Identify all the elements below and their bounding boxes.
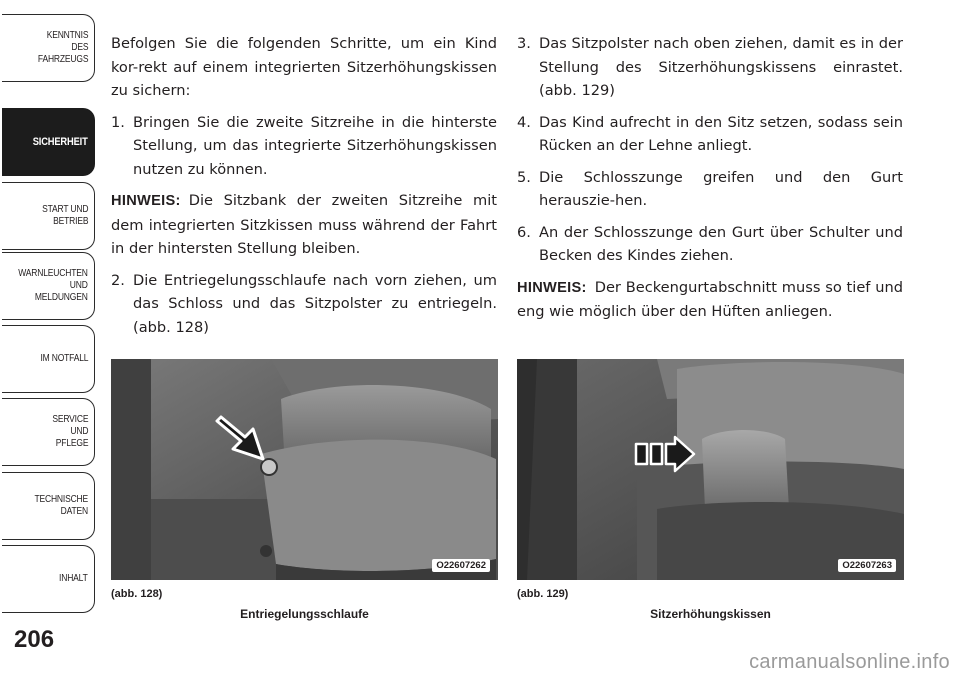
note-text: Die Sitzbank der zweiten Sitzreihe mit dem integrierten Sitzkissen muss während der Fahrt in der hintersten Stellung bleiben. — [111, 192, 497, 257]
figure-caption: Sitzerhöhungskissen — [650, 607, 771, 621]
tab-warnleuchten-und-meldungen[interactable] — [2, 252, 95, 320]
tab-label: IM NOTFALL — [40, 353, 88, 364]
intro-paragraph: Befolgen Sie die folgenden Schritte, um ein Kind kor-rekt auf einem integrierten Sitzerhöhungskissen zu sichern: — [111, 35, 497, 99]
step-text: Das Sitzpolster nach oben ziehen, damit es in der Stellung des Sitzerhöhungskissens einrastet. (abb. 129) — [539, 35, 903, 99]
step-number: 5. — [517, 168, 531, 186]
step-number: 2. — [111, 271, 125, 289]
watermark: carmanualsonline.info — [749, 651, 950, 673]
note-label: HINWEIS: — [517, 279, 587, 296]
figure-code: O22607263 — [838, 559, 896, 572]
page-number: 206 — [14, 626, 55, 653]
step-3 — [517, 32, 903, 103]
chapter-sidebar — [0, 0, 98, 600]
tab-technische-daten[interactable] — [2, 472, 95, 540]
tab-sicherheit[interactable] — [2, 108, 95, 176]
figure-release-loop-photo — [111, 359, 498, 580]
figure-booster-cushion-photo — [517, 359, 904, 580]
tab-service-und-pflege[interactable] — [2, 398, 95, 466]
step-text: Die Entriegelungsschlaufe nach vorn ziehen, um das Schloss und das Sitzpolster zu entriegeln. (abb. 128) — [133, 271, 497, 336]
seat-photo-illustration — [111, 359, 498, 580]
step-text: Die Schlosszunge greifen und den Gurt herauszie-hen. — [539, 168, 903, 209]
tab-label: WARNLEUCHTEN UND MELDUNGEN — [18, 268, 88, 303]
tab-start-und-betrieb[interactable] — [2, 182, 95, 250]
step-text: An der Schlosszunge den Gurt über Schulter und Becken des Kindes ziehen. — [539, 223, 903, 264]
note-text: Der Beckengurtabschnitt muss so tief und eng wie möglich über den Hüften anliegen. — [517, 278, 903, 320]
step-text: Das Kind aufrecht in den Sitz setzen, sodass sein Rücken an der Lehne anliegt. — [539, 113, 903, 154]
tab-im-notfall[interactable] — [2, 325, 95, 393]
right-text-column — [517, 32, 903, 332]
left-text-column — [111, 32, 497, 347]
step-number: 1. — [111, 113, 125, 131]
note-paragraph — [111, 189, 497, 261]
step-1 — [111, 111, 497, 182]
figure-reference: (abb. 129) — [517, 588, 569, 600]
step-6 — [517, 221, 903, 268]
step-4 — [517, 111, 903, 158]
arrow-diagonal-icon — [215, 407, 285, 469]
figure-reference: (abb. 128) — [111, 588, 163, 600]
step-number: 4. — [517, 113, 531, 131]
step-number: 3. — [517, 35, 531, 52]
tab-inhalt[interactable] — [2, 545, 95, 613]
note-paragraph — [517, 276, 903, 324]
arrow-right-icon — [633, 435, 697, 473]
step-2 — [111, 269, 497, 340]
note-label: HINWEIS: — [111, 193, 181, 209]
figure-code: O22607262 — [432, 559, 490, 572]
tab-label: INHALT — [59, 573, 88, 584]
tab-label: START UND BETRIEB — [41, 204, 88, 227]
step-number: 6. — [517, 223, 531, 241]
seat-photo-illustration — [517, 359, 904, 580]
step-5 — [517, 166, 903, 213]
tab-kenntnis-des-fahrzeugs[interactable] — [2, 14, 95, 82]
figure-caption: Entriegelungsschlaufe — [240, 607, 369, 621]
tab-label: SERVICE UND PFLEGE — [52, 414, 88, 449]
tab-label: SICHERHEIT — [33, 136, 88, 148]
step-text: Bringen Sie die zweite Sitzreihe in die hinterste Stellung, um das integrierte Sitzerhöhungskissen nutzen zu können. — [133, 113, 497, 178]
tab-label: TECHNISCHE DATEN — [34, 494, 88, 517]
tab-label: KENNTNIS DES FAHRZEUGS — [37, 30, 88, 65]
